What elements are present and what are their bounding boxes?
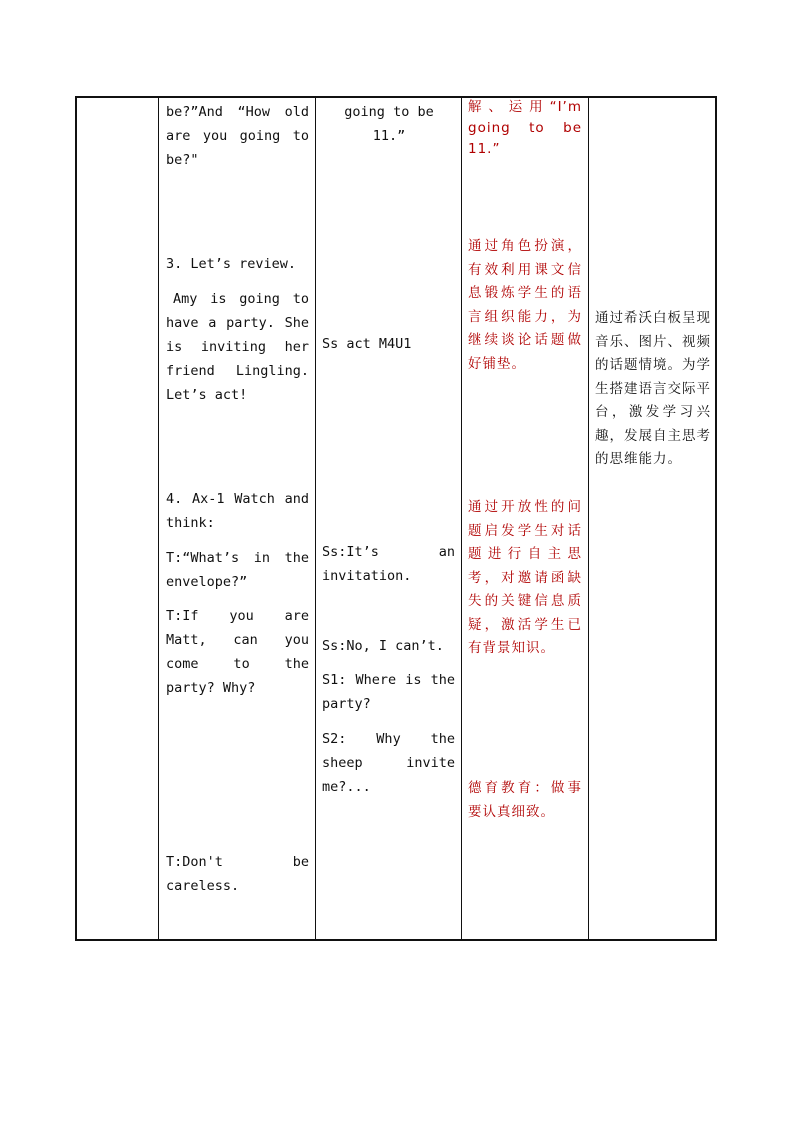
intent-text-moral: 德育教育：做事要认真细致。	[468, 780, 582, 820]
student-text-why: S2: Why the sheep invite me?...	[322, 731, 455, 795]
intent-text-usage: 解、运用“I’m going to be 11.”	[468, 99, 582, 157]
student-text-going: going to be 11.”	[344, 104, 434, 144]
teacher-text-party: Amy is going to have a party. She is inviting her friend Lingling. Let’s act!	[166, 291, 309, 403]
student-text-where: S1: Where is the party?	[322, 672, 455, 712]
student-text-cant: Ss:No, I can’t.	[322, 638, 444, 654]
lesson-plan-table	[75, 96, 717, 941]
teacher-step-review: 3. Let’s review.	[166, 256, 297, 272]
teacher-text-matt: T:If you are Matt, can you come to the party? Why?	[166, 608, 309, 696]
intent-text-roleplay: 通过角色扮演，有效利用课文信息锻炼学生的语言组织能力，为继续谈论话题做好铺垫。	[468, 238, 582, 372]
teacher-text-envelope: T:“What’s in the envelope?”	[166, 550, 309, 590]
intent-text-open-question: 通过开放性的问题启发学生对话题进行自主思考，对邀请函缺失的关键信息质疑，激活学生已有背景知识。	[468, 499, 582, 656]
student-text-invitation: Ss:It’s an invitation.	[322, 544, 455, 584]
teacher-step-watch: 4. Ax-1 Watch and think:	[166, 491, 309, 531]
resource-text-board: 通过希沃白板呈现音乐、图片、视频的话题情境。为学生搭建语言交际平台，激发学习兴趣，发展自主思考的思维能力。	[595, 310, 711, 467]
column-student-activity	[315, 98, 462, 939]
teacher-text-question: be?”And “How old are you going to be?"	[166, 104, 309, 168]
teacher-text-careless: T:Don't be careless.	[166, 854, 309, 894]
column-1	[77, 98, 159, 939]
student-text-act: Ss act M4U1	[322, 336, 412, 352]
